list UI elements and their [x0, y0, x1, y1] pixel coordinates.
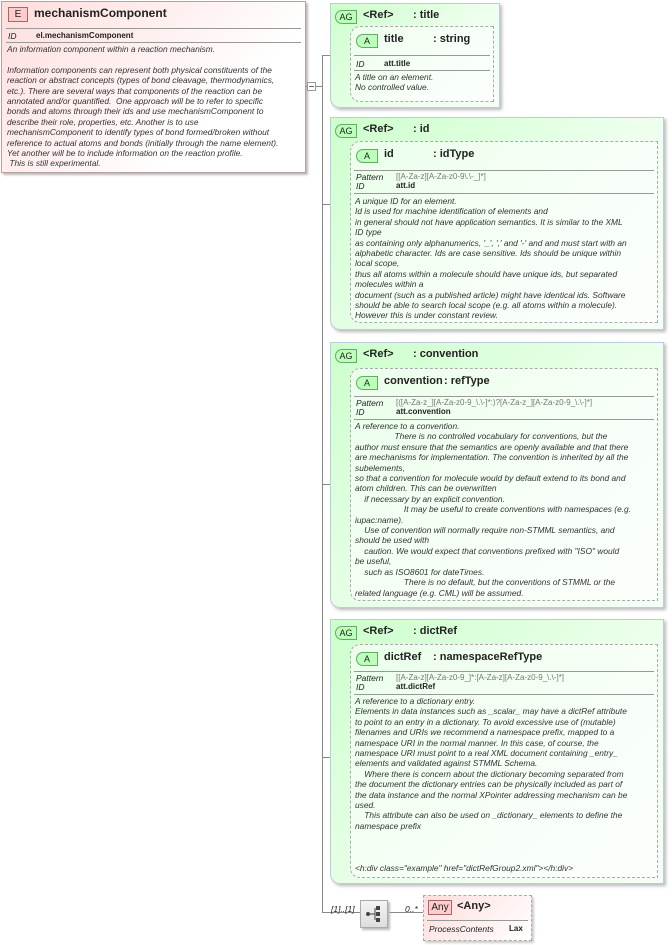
attribute-description: A reference to a convention. There is no controlled vocabulary for conventions, but the author must ensure that the semantics are openly available and that there are mechanisms for implementation. The convention is inherited by all the subelements, so that a convention for molecule would by default extend to its bond and atom children. This can be overwritten if necessary by an explicit convention. It may be useful to create conventions with namespaces (e.g. iupac:name). Use of convention will normally require non-STMML semantics, and should be used with caution. We would expect that conventions prefixed with "ISO" would be useful, such as ISO8601 for dateTimes. There is no default, but the conventions of STMML or the related language (e.g. CML) will be assumed. — [355, 421, 632, 598]
attribute-type: : idType — [433, 148, 475, 160]
attribute-type: : refType — [444, 375, 490, 387]
attribute-badge: A — [356, 376, 378, 390]
id-label: ID — [356, 407, 365, 417]
attribute-badge: A — [356, 652, 378, 666]
attribute-title[interactable] — [350, 26, 494, 102]
id-value: att.convention — [396, 407, 451, 416]
ref-label: <Ref> — [363, 9, 394, 21]
process-contents-value: Lax — [509, 924, 523, 933]
process-contents-label: ProcessContents — [429, 924, 494, 934]
attribute-description: A reference to a dictionary entry. Elements in data instances such as _scalar_ may have a dictRef attribute to point to an entry in a dictionary. To avoid excessive use of (mutable) filenames and URIs we recommend a namespace prefix, mapped to a namespace URI in the normal manner. In this case, of course, the namespace URI must point to a real XML document containing _entry_ elements and validated against STMML Schema. Where there is concern about the dictionary becoming separated from the document the dictionary entries can be physically included as part of the data instance and the normal XPointer addressing mechanism can be used. This attribute can also be used on _dictionary_ elements to define the namespace prefix <h:div class="example" href="dictRefGroup2.xml"></h:div> — [355, 696, 628, 873]
ag-badge: AG — [335, 10, 357, 24]
pattern-value: [[A-Za-z][A-Za-z0-9_]*:[A-Za-z][A-Za-z0-9_\.\-]*] — [396, 673, 565, 682]
id-value: el.mechanismComponent — [36, 31, 134, 40]
attribute-group-title[interactable] — [330, 3, 500, 108]
connector — [322, 204, 330, 205]
attribute-group-dictRef[interactable] — [330, 619, 664, 884]
pattern-label: Pattern — [356, 398, 384, 408]
divider — [354, 170, 654, 171]
ref-name: : dictRef — [413, 625, 457, 637]
sequence-icon — [361, 901, 387, 927]
ag-badge: AG — [335, 124, 357, 138]
divider — [354, 193, 654, 194]
divider — [6, 42, 301, 43]
attribute-description: A title on an element. No controlled value. — [355, 72, 434, 93]
attribute-name: convention — [384, 375, 443, 387]
ref-label: <Ref> — [363, 625, 394, 637]
id-value: att.id — [396, 181, 416, 190]
attribute-description: A unique ID for an element. Id is used for machine identification of elements and in general should not have application semantics. It is similar to the XML ID type as containing only alphanumerics, '_', ',' and '-' and and must start with an alphabetic character. Ids are case sensitive. Ids should be unique within local scope, thus all atoms within a molecule should have unique ids, but separated molecules within a document (such as a published article) might have identical ids. Software should be able to search local scope (e.g. all atoms within a molecule). However this is under constant review. — [355, 196, 627, 321]
id-label: ID — [356, 59, 365, 69]
divider — [354, 419, 654, 420]
attribute-name: id — [384, 148, 394, 160]
attribute-type: : namespaceRefType — [433, 651, 543, 663]
attribute-badge: A — [356, 149, 378, 163]
attribute-name: title — [384, 33, 404, 45]
any-badge: Any — [428, 900, 452, 915]
id-value: att.title — [384, 59, 411, 68]
ref-name: : id — [413, 123, 430, 135]
divider — [6, 28, 301, 29]
any-cardinality: 0..* — [405, 904, 418, 914]
pattern-label: Pattern — [356, 673, 384, 683]
divider — [354, 396, 654, 397]
attribute-group-convention[interactable] — [330, 342, 664, 608]
element-description: An information component within a reaction mechanism. Information components can represent both physical constituents of the reaction or abstract concepts (types of bond cleavage, thermodynamics, etc.). There are several ways that components of the reaction can be annotated and/or quantified. One approach will be to refer to specific bonds and atoms through their ids and use mechanismComponent to describe their role, properties, etc. Another is to use mechanismComponent to identify types of bond formed/broken without reference to actual atoms and bonds (initially through the name element). Yet another will be to include information on the reaction profile. This is still experimental. — [7, 44, 279, 169]
element-name: mechanismComponent — [34, 6, 167, 20]
element-badge: E — [8, 7, 28, 22]
element-mechanismComponent[interactable] — [1, 1, 306, 173]
id-label: ID — [8, 31, 17, 41]
attribute-convention[interactable] — [350, 368, 658, 601]
collapse-toggle[interactable] — [307, 82, 316, 91]
attribute-dictRef[interactable] — [350, 644, 658, 878]
divider — [354, 70, 490, 71]
divider — [427, 920, 528, 921]
any-name: <Any> — [457, 900, 491, 912]
attribute-id[interactable] — [350, 141, 658, 323]
id-value: att.dictRef — [396, 682, 436, 691]
pattern-value: [([A-Za-z_][A-Za-z0-9_\.\-]*:)?[A-Za-z_][A-Za-z0-9_\.\-]*] — [396, 398, 593, 407]
ref-name: : title — [413, 9, 440, 21]
ag-badge: AG — [335, 626, 357, 640]
pattern-label: Pattern — [356, 172, 384, 182]
connector — [322, 757, 330, 758]
pattern-value: [[A-Za-z][A-Za-z0-9\.\-_]*] — [396, 172, 486, 181]
sequence-compositor[interactable] — [360, 900, 388, 928]
attribute-badge: A — [356, 34, 378, 48]
divider — [354, 671, 654, 672]
ag-badge: AG — [335, 349, 357, 363]
id-label: ID — [356, 682, 365, 692]
divider — [354, 55, 490, 56]
any-element[interactable] — [423, 895, 532, 941]
ref-label: <Ref> — [363, 348, 394, 360]
sequence-cardinality: [1]..[1] — [331, 904, 355, 914]
divider — [354, 694, 654, 695]
id-label: ID — [356, 181, 365, 191]
ref-name: : convention — [413, 348, 479, 360]
connector — [322, 484, 330, 485]
attribute-name: dictRef — [384, 651, 422, 663]
attribute-group-id[interactable] — [330, 117, 664, 330]
attribute-type: : string — [433, 33, 471, 45]
ref-label: <Ref> — [363, 123, 394, 135]
connector — [322, 55, 330, 56]
